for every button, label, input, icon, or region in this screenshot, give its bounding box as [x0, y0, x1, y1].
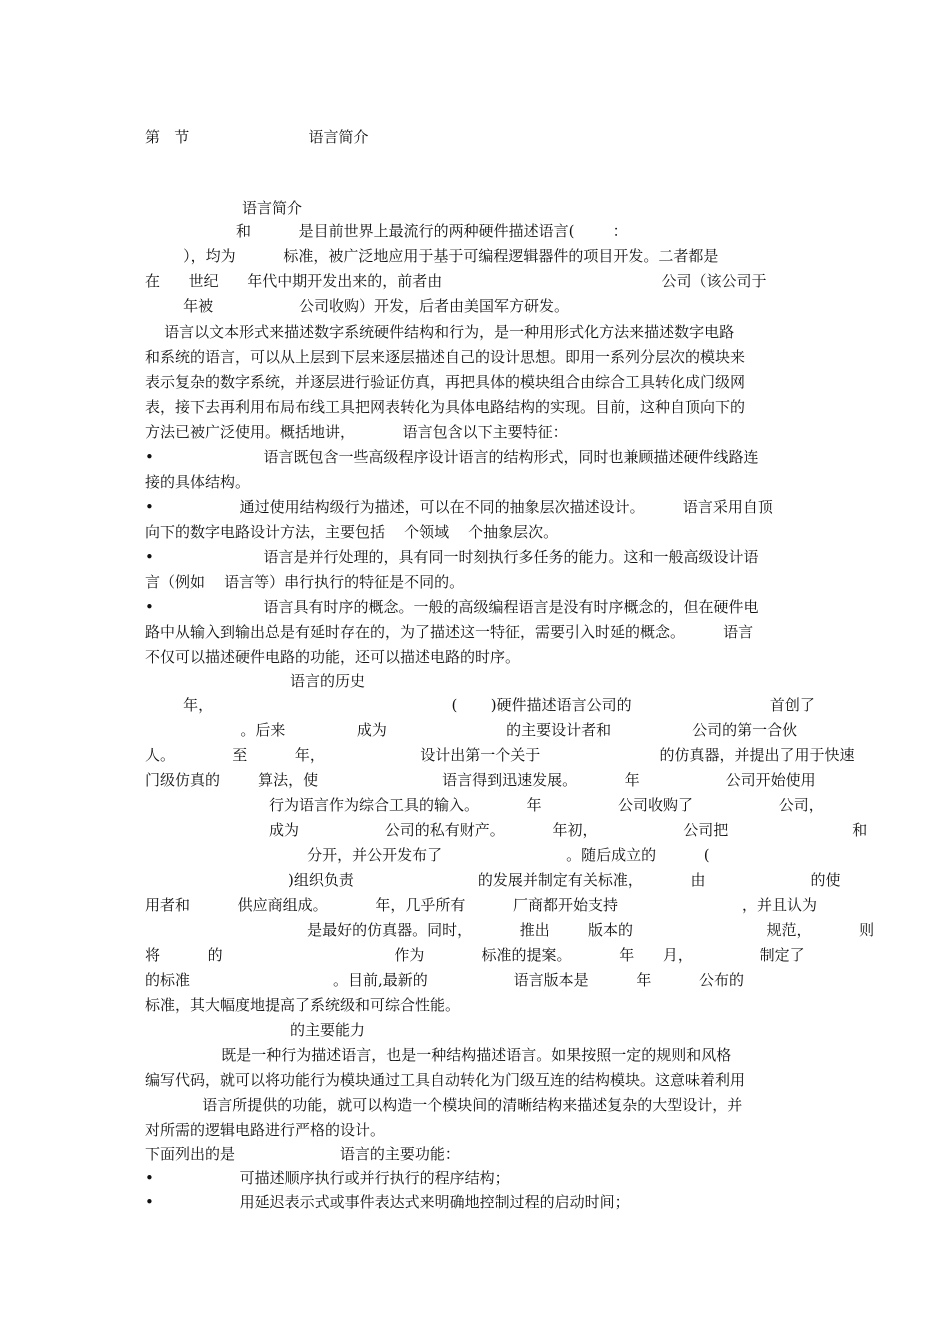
feature-item: • 可描述顺序执行或并行执行的程序结构； [145, 1169, 510, 1187]
paragraph-line: 分开，并公开发布了 。随后成立的 ( [145, 846, 710, 864]
feature-item: 不仅可以描述硬件电路的功能，还可以描述电路的时序。 [145, 648, 521, 666]
paragraph-line: 语言所提供的功能，就可以构造一个模块间的清晰结构来描述复杂的大型设计，并 [145, 1096, 743, 1114]
paragraph-line: 语言以文本形式来描述数字系统硬件结构和行为，是一种用形式化方法来描述数字电路 [145, 323, 735, 341]
paragraph-line: 方法已被广泛使用。概括地讲， 语言包含以下主要特征： [145, 423, 568, 441]
paragraph-line: 人。 至 年， 设计出第一个关于 的仿真器，并提出了用于快速 [145, 746, 855, 764]
paragraph-line: 下面列出的是 语言的主要功能： [145, 1145, 460, 1163]
paragraph-line: 年被 公司收购）开发，后者由美国军方研发。 [145, 297, 569, 315]
paragraph-line: 将 的 作为 标准的提案。 年 月， 制定了 [145, 946, 805, 964]
feature-item: • 语言既包含一些高级程序设计语言的结构形式，同时也兼顾描述硬件线路连 [145, 448, 759, 466]
feature-item: • 通过使用结构级行为描述，可以在不同的抽象层次描述设计。 语言采用自顶 [145, 498, 773, 516]
feature-item: • 语言具有时序的概念。一般的高级编程语言是没有时序概念的，但在硬件电 [145, 598, 759, 616]
feature-item: 向下的数字电路设计方法，主要包括 个领域 个抽象层次。 [145, 523, 559, 541]
paragraph-line: 对所需的逻辑电路进行严格的设计。 [145, 1121, 386, 1139]
paragraph-line: 和 是目前世界上最流行的两种硬件描述语言( ： [236, 222, 628, 240]
feature-item: • 用延迟表示式或事件表达式来明确地控制过程的启动时间； [145, 1193, 630, 1211]
chapter-heading: 第 节 语言简介 [145, 128, 369, 146]
paragraph-line: 成为 公司的私有财产。 年初， 公司把 和 [145, 821, 868, 839]
paragraph-line: )组织负责 的发展并制定有关标准， 由 的使 [145, 871, 841, 889]
paragraph-line: 行为语言作为综合工具的输入。 年 公司收购了 公司， [145, 796, 824, 814]
feature-item: • 语言是并行处理的，具有同一时刻执行多任务的能力。这和一般高级设计语 [145, 548, 759, 566]
feature-item: 言（例如 语言等）串行执行的特征是不同的。 [145, 573, 465, 591]
paragraph-line: 用者和 供应商组成。 年，几乎所有 厂商都开始支持 ，并且认为 [145, 896, 818, 914]
paragraph-line: 和系统的语言，可以从上层到下层来逐层描述自己的设计思想。即用一系列分层次的模块来 [145, 348, 746, 366]
paragraph-line: 编写代码，就可以将功能行为模块通过工具自动转化为门级互连的结构模块。这意味着利用 [145, 1071, 746, 1089]
paragraph-line: 。后来 成为 的主要设计者和 公司的第一合伙 [145, 721, 798, 739]
paragraph-line: 表，接下去再利用布局布线工具把网表转化为具体电路结构的实现。目前，这种自顶向下的 [145, 398, 746, 416]
paragraph-line: 是最好的仿真器。同时， 推出 版本的 规范， 则 [145, 921, 875, 939]
section-title: 语言的历史 [290, 672, 366, 690]
feature-item: 路中从输入到输出总是有延时存在的，为了描述这一特征，需要引入时延的概念。 语言 [145, 623, 754, 641]
paragraph-line: ），均为 标准，被广泛地应用于基于可编程逻辑器件的项目开发。二者都是 [145, 247, 719, 265]
section-title: 的主要能力 [290, 1021, 366, 1039]
paragraph-line: 标准，其大幅度地提高了系统级和可综合性能。 [145, 996, 461, 1014]
paragraph-line: 既是一种行为描述语言，也是一种结构描述语言。如果按照一定的规则和风格 [145, 1046, 732, 1064]
paragraph-line: 门级仿真的 算法，使 语言得到迅速发展。 年 公司开始使用 [145, 771, 816, 789]
paragraph-line: 年， ( )硬件描述语言公司的 首创了 [145, 696, 815, 714]
section-title: 语言简介 [242, 199, 303, 217]
paragraph-line: 表示复杂的数字系统，并逐层进行验证仿真，再把具体的模块组合由综合工具转化成门级网 [145, 373, 746, 391]
paragraph-line: 的标准 。目前,最新的 语言版本是 年 公布的 [145, 971, 744, 989]
paragraph-line: 在 世纪 年代中期开发出来的，前者由 公司（该公司于 [145, 272, 767, 290]
feature-item: 接的具体结构。 [145, 473, 251, 491]
